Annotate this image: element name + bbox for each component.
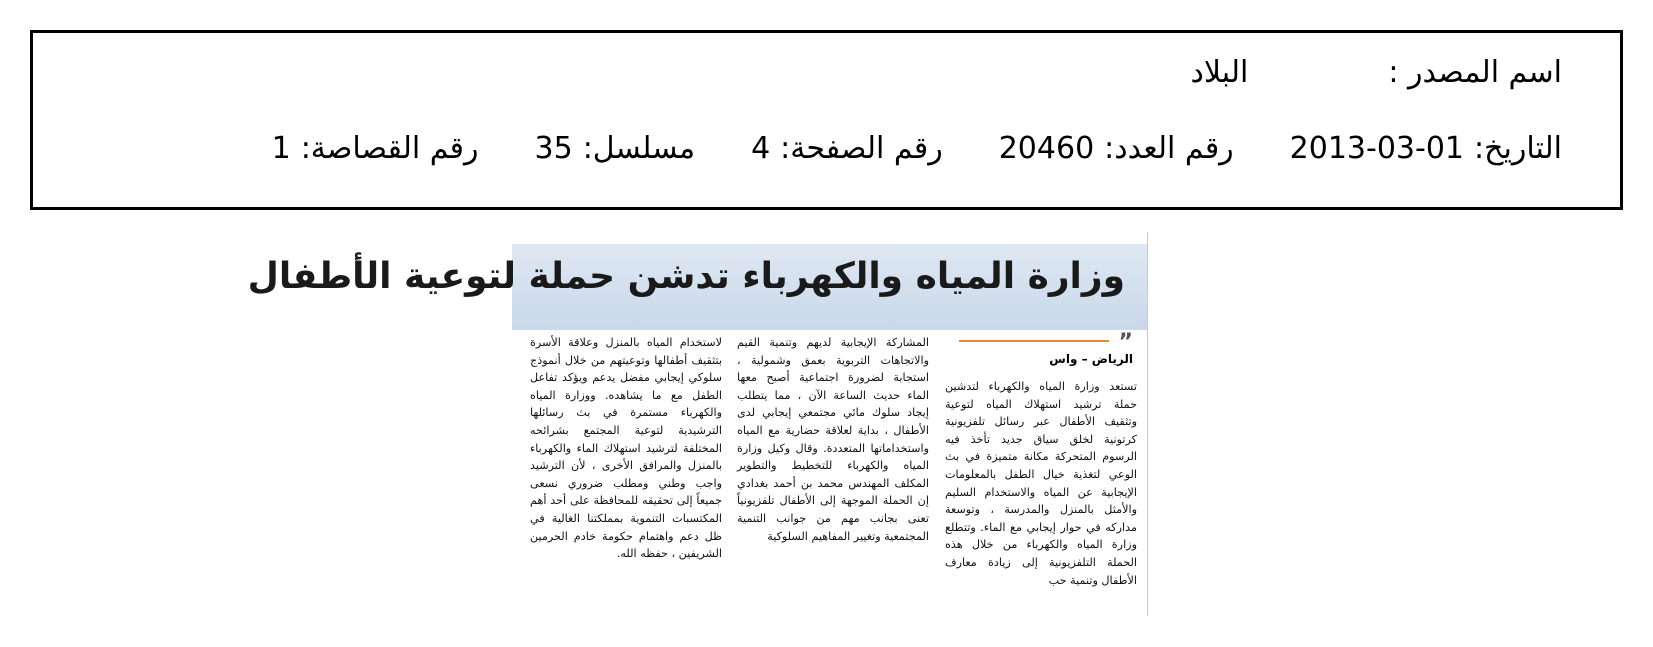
serial-value: 35 — [534, 131, 573, 166]
article-column-3 — [530, 334, 722, 563]
clip-field — [272, 131, 479, 166]
column-1-text: تستعد وزارة المياه والكهرباء لتدشين حملة ترشيد استهلاك المياه لتوعية وتثقيف الأطفال عبر رسائل تلفزيونية كرتونية لخلق سياق جديد تأخذ فيه الرسوم المتحركة مكانة متميزة في بث الوعي لتغذية خيال الطفل بالمعلومات الإيجابية عن المياه والاستخدام السليم والأمثل بالمنزل والمدرسة ، وتوسعة مداركه في حوار إيجابي مع الماء. وتتطلع وزارة المياه والكهرباء من خلال هذه الحملة التلفزيونية إلى زيادة معارف الأطفال وتنمية حب — [945, 380, 1137, 587]
headline-band — [247, 244, 1147, 330]
source-row — [1191, 55, 1562, 90]
serial-label: مسلسل: — [582, 131, 696, 166]
clip-label: رقم القصاصة: — [300, 131, 479, 166]
details-row — [272, 131, 1562, 166]
source-value: البلاد — [1190, 55, 1249, 90]
page-field — [751, 131, 943, 166]
newspaper-clipping — [247, 232, 1148, 616]
page-value: 4 — [751, 131, 771, 166]
issue-label: رقم العدد: — [1104, 131, 1234, 166]
source-label: اسم المصدر : — [1388, 55, 1562, 90]
issue-value: 20460 — [998, 131, 1095, 166]
clip-value: 1 — [271, 131, 291, 166]
column-3-text: لاستخدام المياه بالمنزل وعلاقة الأسرة بتثقيف أطفالها وتوعيتهم من خلال أنموذج سلوكي إيجابي مفضل يدعم ويؤكد تفاعل الطفل مع ما يشاهده. ووزارة المياه والكهرباء مستمرة في بث رسائلها الترشيدية لتوعية المجتمع بشرائحه المختلفة لترشيد استهلاك الماء والكهرباء بالمنزل والمرافق الأخرى ، لأن الترشيد واجب وطني ومطلب ضروري نسعى جميعاً إلى تحقيقه للمحافظة على أحد أهم المكتسبات التنموية بمملكتنا الغالية في ظل دعم واهتمام حكومة خادم الحرمين الشريفين ، حفظه الله. — [530, 336, 722, 561]
serial-field — [535, 131, 696, 166]
date-field — [1290, 131, 1562, 166]
date-label: التاريخ: — [1474, 131, 1562, 166]
column-2-text: المشاركة الإيجابية لديهم وتنمية القيم والاتجاهات التربوية بعمق وشمولية ، استجابة لضرورة اجتماعية أصبح معها الماء حديث الساعة الآن ، مما يتطلب إيجاد سلوك مائي مجتمعي إيجابي لدى الأطفال ، بداية لعلاقة حضارية مع المياه واستخداماتها المتعددة. وقال وكيل وزارة المياه والكهرباء للتخطيط والتطوير المكلف المهندس محمد بن أحمد بغدادي إن الحملة الموجهة إلى الأطفال تلفزيونياً تعنى بجانب مهم من جوانب التنمية المجتمعية وتغيير المفاهيم السلوكية — [737, 336, 929, 543]
accent-rule — [959, 340, 1109, 342]
source-metadata-box — [30, 30, 1623, 210]
quote-mark-icon: ” — [1118, 330, 1133, 355]
page-label: رقم الصفحة: — [780, 131, 943, 166]
article-column-2 — [737, 334, 929, 545]
issue-field — [999, 131, 1234, 166]
article-column-1 — [945, 378, 1137, 589]
date-value: 2013-03-01 — [1289, 131, 1465, 166]
article-headline: وزارة المياه والكهرباء تدشن حملة لتوعية الأطفال — [247, 256, 1125, 297]
article-dateline: الرياض – واس — [1049, 352, 1133, 366]
